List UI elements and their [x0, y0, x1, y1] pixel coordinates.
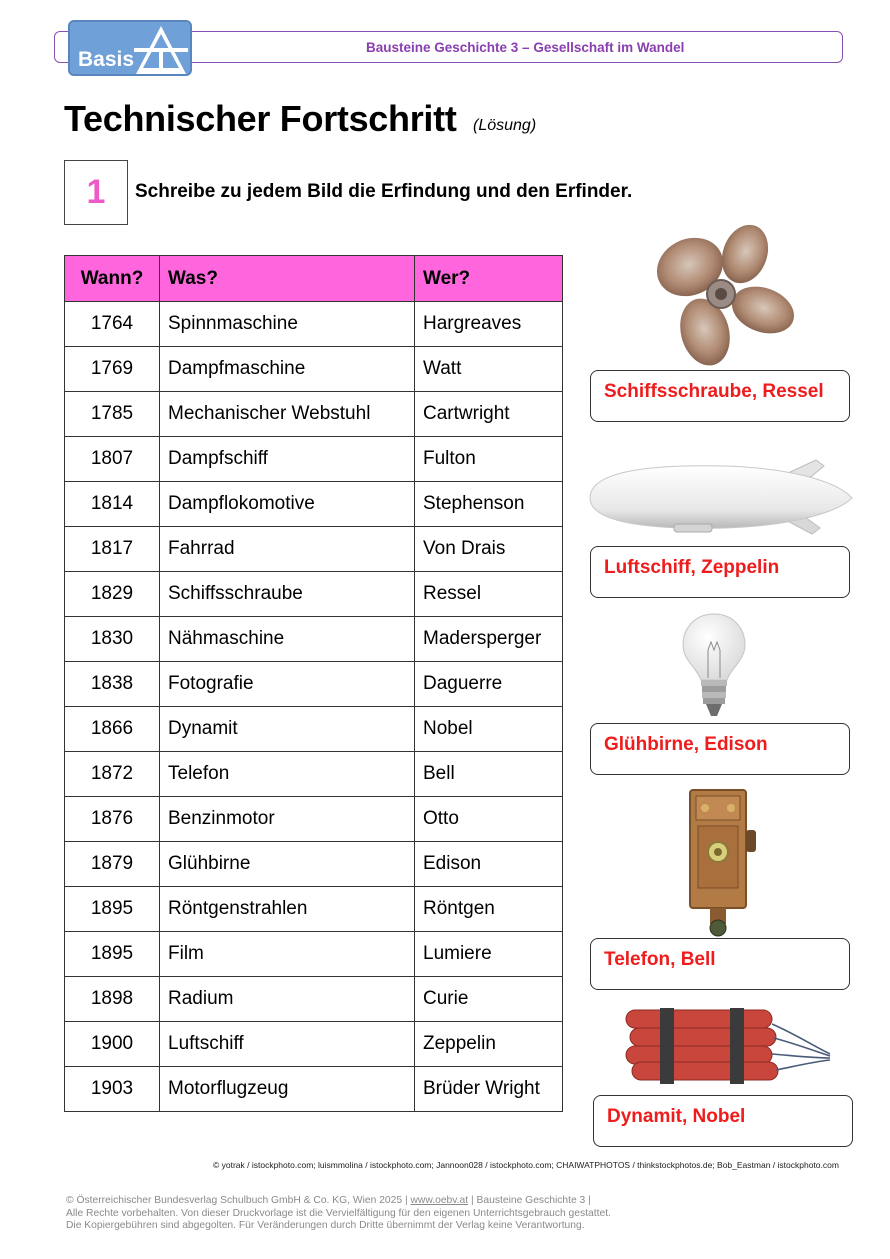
inventor-cell: Edison: [415, 842, 563, 887]
header-what: Was?: [160, 256, 415, 302]
ship-propeller-image: [645, 222, 795, 370]
invention-cell: Luftschiff: [160, 1022, 415, 1067]
invention-cell: Dynamit: [160, 707, 415, 752]
answer-box-telephone: Telefon, Bell: [590, 938, 850, 990]
invention-cell: Dampfschiff: [160, 437, 415, 482]
invention-cell: Fahrrad: [160, 527, 415, 572]
invention-cell: Spinnmaschine: [160, 302, 415, 347]
page-title: Technischer Fortschritt: [64, 98, 457, 139]
answer-box-light-bulb: Glühbirne, Edison: [590, 723, 850, 775]
antique-telephone-image: [680, 788, 766, 938]
year-cell: 1903: [65, 1067, 160, 1112]
year-cell: 1895: [65, 932, 160, 977]
table-row: [65, 572, 563, 617]
logo-text: Basis: [78, 48, 135, 71]
year-cell: 1769: [65, 347, 160, 392]
year-cell: 1785: [65, 392, 160, 437]
answer-box-airship: Luftschiff, Zeppelin: [590, 546, 850, 598]
inventor-cell: Ressel: [415, 572, 563, 617]
task-instruction: Schreibe zu jedem Bild die Erfindung und den Erfinder.: [135, 181, 633, 202]
inventor-cell: Watt: [415, 347, 563, 392]
inventor-cell: Stephenson: [415, 482, 563, 527]
image-credits: © yotrak / istockphoto.com; luismmolina / istockphoto.com; Jannoon028 / istockphoto.com; CHAIWATPHOTOS / thinkstockphotos.de; Bob_Eastman / istockphoto.com: [213, 1160, 839, 1170]
year-cell: 1829: [65, 572, 160, 617]
inventor-cell: Cartwright: [415, 392, 563, 437]
table-row: [65, 302, 563, 347]
year-cell: 1817: [65, 527, 160, 572]
footer-line-1: [66, 1195, 611, 1208]
inventor-cell: Curie: [415, 977, 563, 1022]
table-row: [65, 752, 563, 797]
footer-line-2: Alle Rechte vorbehalten. Von dieser Druckvorlage ist die Vervielfältigung für den eigenen Unterrichtsgebrauch gestattet.: [66, 1207, 611, 1219]
table-row: [65, 1022, 563, 1067]
table-row: [65, 482, 563, 527]
page-subtitle: (Lösung): [473, 117, 537, 134]
invention-cell: Nähmaschine: [160, 617, 415, 662]
header-title: Bausteine Geschichte 3 – Gesellschaft im Wandel: [366, 40, 685, 55]
inventor-cell: Madersperger: [415, 617, 563, 662]
inventor-cell: Zeppelin: [415, 1022, 563, 1067]
year-cell: 1900: [65, 1022, 160, 1067]
copyright-text: © Österreichischer Bundesverlag Schulbuch GmbH & Co. KG, Wien 2025 |: [66, 1195, 411, 1206]
inventor-cell: Fulton: [415, 437, 563, 482]
year-cell: 1898: [65, 977, 160, 1022]
table-row: [65, 437, 563, 482]
inventor-cell: Röntgen: [415, 887, 563, 932]
table-header-row: [65, 256, 563, 302]
dynamite-image: [620, 1004, 834, 1090]
publisher-link[interactable]: www.oebv.at: [410, 1195, 469, 1206]
invention-cell: Radium: [160, 977, 415, 1022]
inventor-cell: Von Drais: [415, 527, 563, 572]
inventor-cell: Nobel: [415, 707, 563, 752]
table-row: [65, 707, 563, 752]
invention-cell: Benzinmotor: [160, 797, 415, 842]
invention-cell: Röntgenstrahlen: [160, 887, 415, 932]
invention-cell: Dampfmaschine: [160, 347, 415, 392]
task-number: 1: [64, 160, 128, 225]
inventor-cell: Brüder Wright: [415, 1067, 563, 1112]
inventor-cell: Hargreaves: [415, 302, 563, 347]
inventor-cell: Bell: [415, 752, 563, 797]
year-cell: 1872: [65, 752, 160, 797]
inventor-cell: Otto: [415, 797, 563, 842]
series-name: | Bausteine Geschichte 3 |: [468, 1195, 591, 1206]
invention-cell: Fotografie: [160, 662, 415, 707]
year-cell: 1879: [65, 842, 160, 887]
invention-cell: Schiffsschraube: [160, 572, 415, 617]
footer-line-3: Die Kopiergebühren sind abgegolten. Für Veränderungen durch Dritte übernimmt der Verlag keine Verantwortung.: [66, 1220, 585, 1231]
invention-cell: Film: [160, 932, 415, 977]
header-when: Wann?: [65, 256, 160, 302]
table-row: [65, 617, 563, 662]
table-row: [65, 662, 563, 707]
pyramid-logo-icon: [130, 22, 192, 76]
footer: [66, 1195, 611, 1233]
inventor-cell: Daguerre: [415, 662, 563, 707]
light-bulb-image: [681, 612, 747, 722]
invention-cell: Mechanischer Webstuhl: [160, 392, 415, 437]
inventor-cell: Lumiere: [415, 932, 563, 977]
invention-cell: Motorflugzeug: [160, 1067, 415, 1112]
year-cell: 1764: [65, 302, 160, 347]
year-cell: 1830: [65, 617, 160, 662]
year-cell: 1876: [65, 797, 160, 842]
table-row: [65, 797, 563, 842]
header-who: Wer?: [415, 256, 563, 302]
table-row: [65, 1067, 563, 1112]
inventions-table: [64, 255, 563, 1112]
year-cell: 1866: [65, 707, 160, 752]
answer-box-dynamite: Dynamit, Nobel: [593, 1095, 853, 1147]
table-row: [65, 527, 563, 572]
publisher-logo: [68, 20, 192, 76]
airship-image: [586, 454, 854, 542]
year-cell: 1838: [65, 662, 160, 707]
year-cell: 1814: [65, 482, 160, 527]
invention-cell: Glühbirne: [160, 842, 415, 887]
invention-cell: Dampflokomotive: [160, 482, 415, 527]
answer-box-propeller: Schiffsschraube, Ressel: [590, 370, 850, 422]
table-row: [65, 842, 563, 887]
year-cell: 1807: [65, 437, 160, 482]
table-row: [65, 977, 563, 1022]
invention-cell: Telefon: [160, 752, 415, 797]
table-row: [65, 392, 563, 437]
year-cell: 1895: [65, 887, 160, 932]
table-row: [65, 347, 563, 392]
table-row: [65, 932, 563, 977]
table-row: [65, 887, 563, 932]
